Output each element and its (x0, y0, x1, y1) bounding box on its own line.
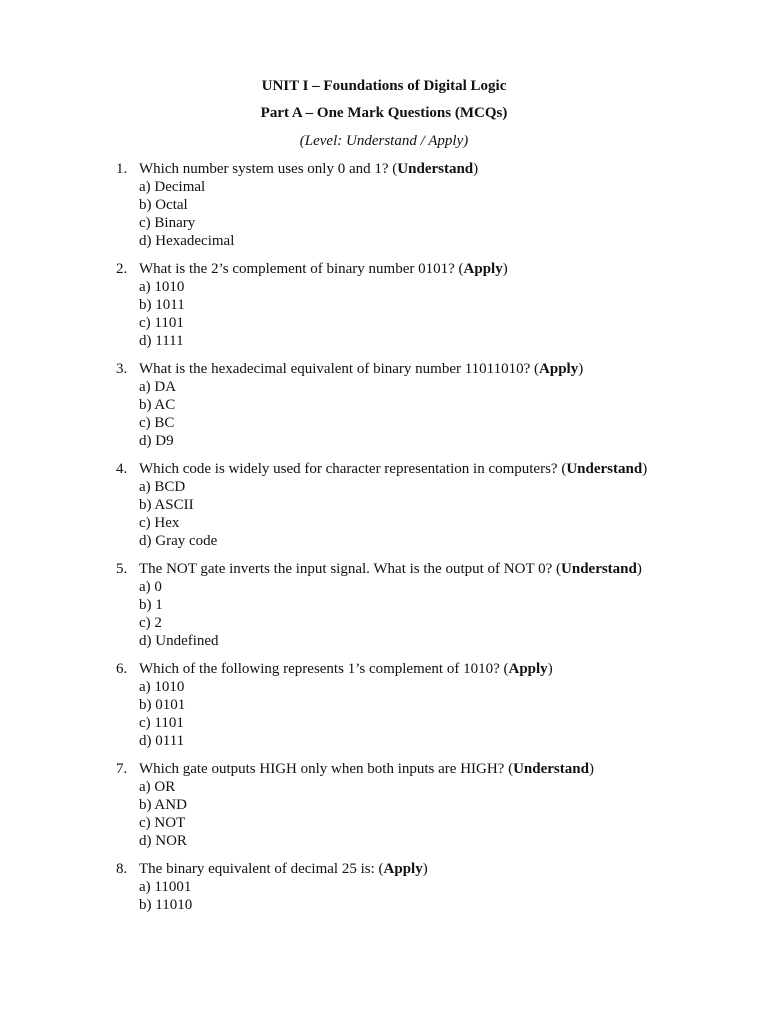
question-item (0, 860, 768, 914)
question-stem (0, 660, 768, 678)
question-level: Apply (463, 261, 503, 277)
question-text-line: The NOT gate inverts the input signal. What is the output of NOT 0? (Understand) (139, 561, 642, 577)
question-text-line: The binary equivalent of decimal 25 is: (Apply) (139, 861, 428, 877)
question-item (0, 660, 768, 750)
part-title: Part A – One Mark Questions (MCQs) (260, 105, 508, 121)
question-item (0, 460, 768, 550)
question-stem (0, 260, 768, 278)
question-number: 2. (116, 261, 128, 277)
answer-option: b) AND (139, 797, 187, 813)
question-level: Understand (513, 761, 589, 777)
answer-option: a) 11001 (139, 879, 192, 895)
question-item (0, 560, 768, 650)
answer-option: d) 0111 (139, 733, 185, 749)
question-text: The NOT gate inverts the input signal. What is the output of NOT 0? (139, 561, 553, 577)
question-number: 5. (116, 561, 128, 577)
answer-option: a) 0 (139, 579, 162, 595)
question-text-line: What is the 2’s complement of binary number 0101? (Apply) (139, 261, 508, 277)
answer-option: c) Hex (139, 515, 180, 531)
answer-option: b) Octal (139, 197, 188, 213)
answer-option: b) 11010 (139, 897, 193, 913)
answer-option: a) DA (139, 379, 177, 395)
answer-option: c) BC (139, 415, 175, 431)
question-text-line: Which code is widely used for character representation in computers? (Understand) (139, 461, 648, 477)
answer-option: b) 1011 (139, 297, 185, 313)
question-stem (0, 860, 768, 878)
question-item (0, 760, 768, 850)
question-level: Apply (539, 361, 579, 377)
answer-option: c) NOT (139, 815, 186, 831)
question-text-line: Which of the following represents 1’s complement of 1010? (Apply) (139, 661, 553, 677)
question-text: Which gate outputs HIGH only when both inputs are HIGH? (139, 761, 505, 777)
question-text: What is the 2’s complement of binary number 0101? (139, 261, 455, 277)
answer-option: b) 1 (139, 597, 163, 613)
question-number: 8. (116, 861, 128, 877)
answer-option: b) AC (139, 397, 176, 413)
question-number: 7. (116, 761, 128, 777)
question-text: What is the hexadecimal equivalent of binary number 11011010? (139, 361, 531, 377)
answer-option: a) 1010 (139, 279, 185, 295)
answer-option: d) Undefined (139, 633, 219, 649)
unit-title: UNIT I – Foundations of Digital Logic (261, 78, 507, 94)
answer-option: b) 0101 (139, 697, 186, 713)
answer-option: d) D9 (139, 433, 174, 449)
question-number: 3. (116, 361, 128, 377)
question-number: 6. (116, 661, 128, 677)
question-item (0, 360, 768, 450)
answer-option: c) 2 (139, 615, 162, 631)
question-level: Understand (561, 561, 637, 577)
answer-option: c) 1101 (139, 315, 184, 331)
answer-option: d) 1111 (139, 333, 184, 349)
answer-option: c) Binary (139, 215, 196, 231)
question-number: 4. (116, 461, 128, 477)
answer-option: a) Decimal (139, 179, 206, 195)
answer-option: d) NOR (139, 833, 187, 849)
answer-option: a) 1010 (139, 679, 185, 695)
answer-option: a) BCD (139, 479, 186, 495)
question-level: Apply (383, 861, 423, 877)
question-stem (0, 460, 768, 478)
question-text-line: Which gate outputs HIGH only when both inputs are HIGH? (Understand) (139, 761, 594, 777)
answer-option: c) 1101 (139, 715, 184, 731)
question-level: Apply (508, 661, 548, 677)
level-note: (Level: Understand / Apply) (299, 133, 469, 149)
question-text-line: What is the hexadecimal equivalent of binary number 11011010? (Apply) (139, 361, 584, 377)
question-level: Understand (566, 461, 643, 477)
question-stem (0, 560, 768, 578)
question-text: Which code is widely used for character representation in computers? (139, 461, 558, 477)
question-stem (0, 760, 768, 778)
question-item (0, 160, 768, 250)
question-level: Understand (397, 161, 474, 177)
question-stem (0, 360, 768, 378)
question-list (0, 160, 768, 924)
question-text: Which of the following represents 1’s complement of 1010? (139, 661, 500, 677)
question-number: 1. (116, 161, 128, 177)
question-text: Which number system uses only 0 and 1? (139, 161, 389, 177)
question-item (0, 260, 768, 350)
answer-option: b) ASCII (139, 497, 194, 513)
question-text-line: Which number system uses only 0 and 1? (Understand) (139, 161, 479, 177)
question-stem (0, 160, 768, 178)
answer-option: a) OR (139, 779, 176, 795)
answer-option: d) Hexadecimal (139, 233, 235, 249)
question-text: The binary equivalent of decimal 25 is: (139, 861, 375, 877)
answer-option: d) Gray code (139, 533, 218, 549)
